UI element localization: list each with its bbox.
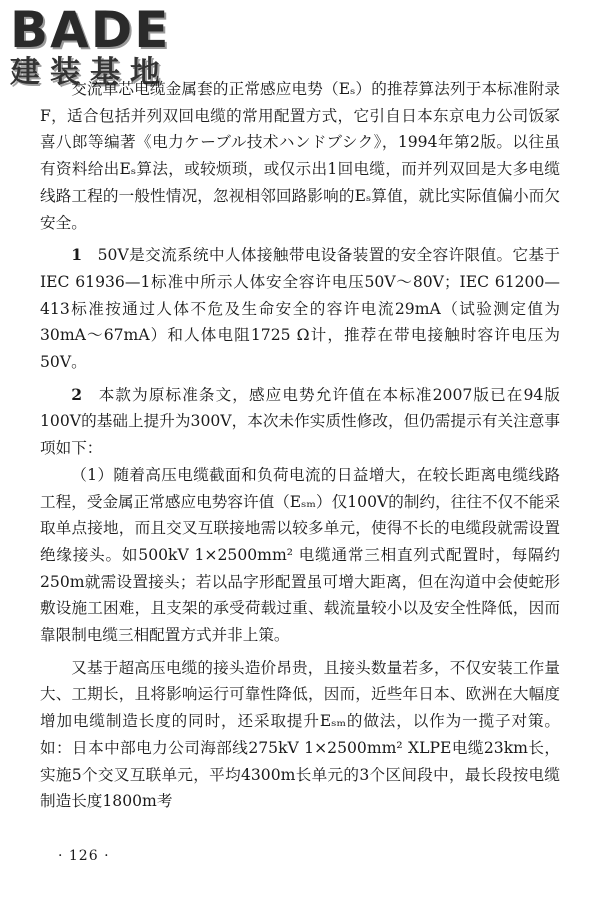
paragraph-text: 50V是交流系统中人体接触带电设备装置的安全容许限值。它基于IEC 61936—1标准中所示人体安全容许电压50V～80V；IEC 61200—413标准按通过人体不危及生命安全的容许电流29mA（试验测定值为30mA～67mA）和人体电阻1725 Ω计，推荐在带电接触时容许电压为50V。 (40, 246, 560, 372)
paragraph-text: 又基于超高压电缆的接头造价昂贵，且接头数量若多，不仅安装工作量大、工期长，且将影响运行可靠性降低，因而，近些年日本、欧洲在大幅度增加电缆制造长度的同时，还采取提升Eₛₘ的做法，以作为一揽子对策。如：日本中部电力公司海部线275kV 1×2500mm² XLPE电缆23km长，实施5个交叉互联单元，平均4300m长单元的3个区间段中，最长段按电缆制造长度1800m考 (40, 658, 560, 811)
page-number: · 126 · (58, 848, 110, 864)
paragraph-item-1 (40, 242, 560, 376)
paragraph-text: （1）随着高压电缆截面和负荷电流的日益增大，在较长距离电缆线路工程，受金属正常感应电势容许值（Eₛₘ）仅100V的制约，往往不仅不能采取单点接地，而且交叉互联接地需以较多单元，使得不长的电缆段就需设置绝缘接头。如500kV 1×2500mm² 电缆通常三相直列式配置时，每隔约250m就需设置接头；若以品字形配置虽可增大距离，但在沟道中会使蛇形敷设施工困难，且支架的承受荷载过重、载流量较小以及安全性降低，因而靠限制电缆三相配置方式并非上策。 (40, 465, 560, 645)
paragraph-text: 交流单芯电缆金属套的正常感应电势（Eₛ）的推荐算法列于本标准附录F，适合包括并列双回电缆的常用配置方式，它引自日本东京电力公司饭冢喜八郎等编著《电力ケーブル技术ハンドブシク》，1994年第2版。以往虽有资料给出Eₛ算法，或较烦琐，或仅示出1回电缆，而并列双回是大多电缆线路工程的一般性情况，忽视相邻回路影响的Eₛ算值，就比实际值偏小而欠安全。 (40, 80, 560, 232)
paragraph-item-2 (40, 382, 560, 462)
paragraph-subitem-1 (40, 462, 560, 649)
item-number: 2 (71, 384, 83, 404)
item-number: 1 (71, 245, 83, 265)
paragraph-continuation (40, 655, 560, 815)
paragraph-intro (40, 76, 560, 236)
logo-subtitle: 建装基地 (10, 55, 170, 90)
logo-wordmark: BADE (10, 1, 171, 59)
document-body (40, 76, 560, 815)
paragraph-text: 本款为原标准条文，感应电势允许值在本标准2007版已在94版100V的基础上提升为300V，本次未作实质性修改，但仍需提示有关注意事项如下： (40, 385, 560, 458)
